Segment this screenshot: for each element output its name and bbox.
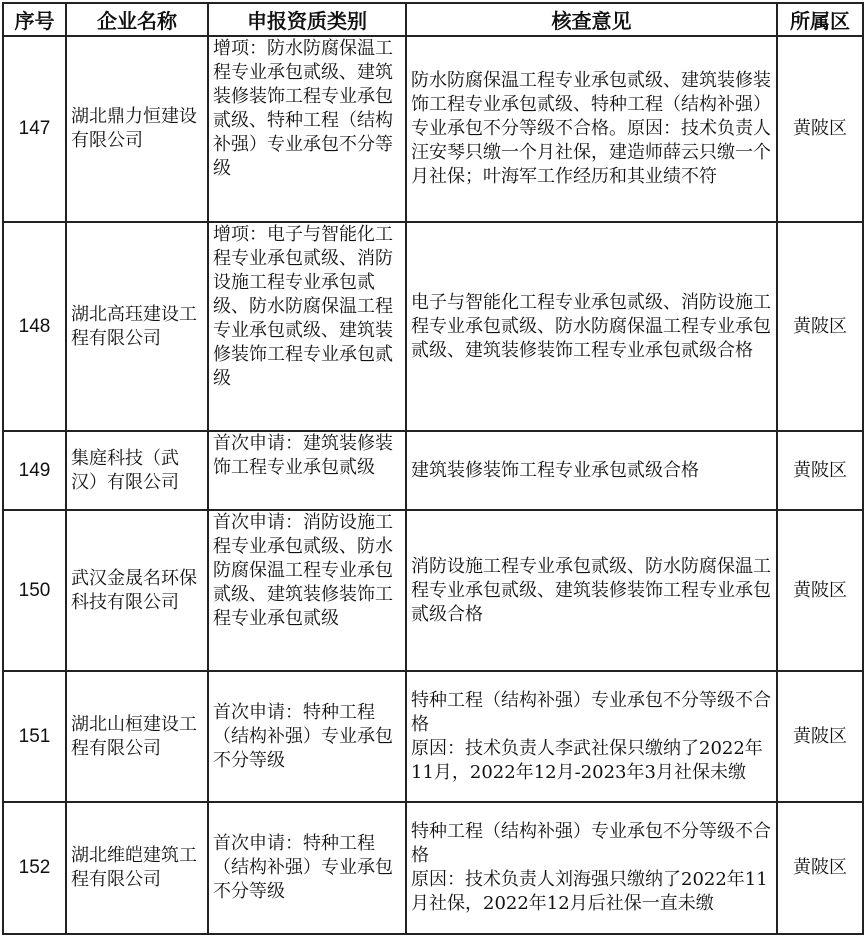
qualification-text: 增项：防水防腐保温工程专业承包贰级、建筑装修装饰工程专业承包贰级、特种工程（结构补强）专业承包不分等级 [213,38,393,179]
row-qualification [208,222,406,431]
table-header-row [3,3,863,36]
row-opinion [406,36,777,222]
company-name: 湖北维皑建筑工程有限公司 [71,845,197,890]
company-name: 武汉金晟名环保科技有限公司 [71,567,197,613]
row-company [66,510,208,671]
row-seq: 147 [3,36,66,222]
row-company [66,802,208,934]
opinion-text: 电子与智能化工程专业承包贰级、消防设施工程专业承包贰级、防水防腐保温工程专业承包贰级、建筑装修装饰工程专业承包贰级合格 [411,291,771,361]
qualification-text: 首次申请：特种工程（结构补强）专业承包不分等级 [213,833,393,902]
opinion-text: 建筑装修装饰工程专业承包贰级合格 [411,459,699,481]
header-opinion: 核查意见 [406,3,777,36]
opinion-text: 防水防腐保温工程专业承包贰级、建筑装修装饰工程专业承包贰级、特种工程（结构补强）专业承包不分等级不合格。原因：技术负责人汪安琴只缴一个月社保，建造师薛云只缴一个月社保；叶海军工作经历和其业绩不符 [411,70,771,187]
row-qualification [208,671,406,802]
qualification-text: 首次申请：特种工程（结构补强）专业承包不分等级 [213,701,393,771]
row-district: 黄陂区 [777,36,863,222]
table-row [3,36,863,222]
row-seq: 149 [3,431,66,510]
opinion-text: 消防设施工程专业承包贰级、防水防腐保温工程专业承包贰级、建筑装修装饰工程专业承包贰级合格 [411,555,771,625]
header-qualification: 申报资质类别 [208,3,406,36]
row-opinion [406,222,777,431]
opinion-reason: 原因：技术负责人刘海强只缴纳了2022年11月社保，2022年12月后社保一直未缴 [411,869,768,914]
header-company: 企业名称 [66,3,208,36]
opinion-result: 特种工程（结构补强）专业承包不分等级不合格 [411,689,771,735]
table-row [3,802,863,934]
qualification-review-table [2,2,864,935]
row-district: 黄陂区 [777,802,863,934]
row-opinion [406,802,777,934]
row-seq: 148 [3,222,66,431]
row-opinion [406,671,777,802]
company-name: 湖北高珏建设工程有限公司 [71,303,197,349]
row-district: 黄陂区 [777,222,863,431]
opinion-result: 特种工程（结构补强）专业承包不分等级不合格 [411,821,771,866]
row-seq: 151 [3,671,66,802]
header-district: 所属区 [777,3,863,36]
row-qualification [208,510,406,671]
company-name: 集庭科技（武汉）有限公司 [71,447,179,493]
row-seq: 150 [3,510,66,671]
row-qualification [208,431,406,510]
opinion-reason: 原因：技术负责人李武社保只缴纳了2022年11月，2022年12月-2023年3月社保未缴 [411,737,763,783]
qualification-text: 首次申请：建筑装修装饰工程专业承包贰级 [213,433,393,478]
qualification-text: 增项：电子与智能化工程专业承包贰级、消防设施工程专业承包贰级、防水防腐保温工程专业承包贰级、建筑装修装饰工程专业承包贰级 [213,224,393,389]
table-row [3,510,863,671]
row-opinion [406,510,777,671]
table-row [3,222,863,431]
row-district: 黄陂区 [777,431,863,510]
row-opinion [406,431,777,510]
qualification-text: 首次申请：消防设施工程专业承包贰级、防水防腐保温工程专业承包贰级、建筑装修装饰工程专业承包贰级 [213,512,393,629]
header-seq: 序号 [3,3,66,36]
row-company [66,431,208,510]
row-district: 黄陂区 [777,510,863,671]
table-row [3,431,863,510]
row-qualification [208,802,406,934]
row-qualification [208,36,406,222]
row-district: 黄陂区 [777,671,863,802]
row-seq: 152 [3,802,66,934]
row-company [66,671,208,802]
row-company [66,36,208,222]
table-row [3,671,863,802]
row-company [66,222,208,431]
company-name: 湖北山桓建设工程有限公司 [71,713,197,759]
company-name: 湖北鼎力恒建设有限公司 [71,106,197,151]
